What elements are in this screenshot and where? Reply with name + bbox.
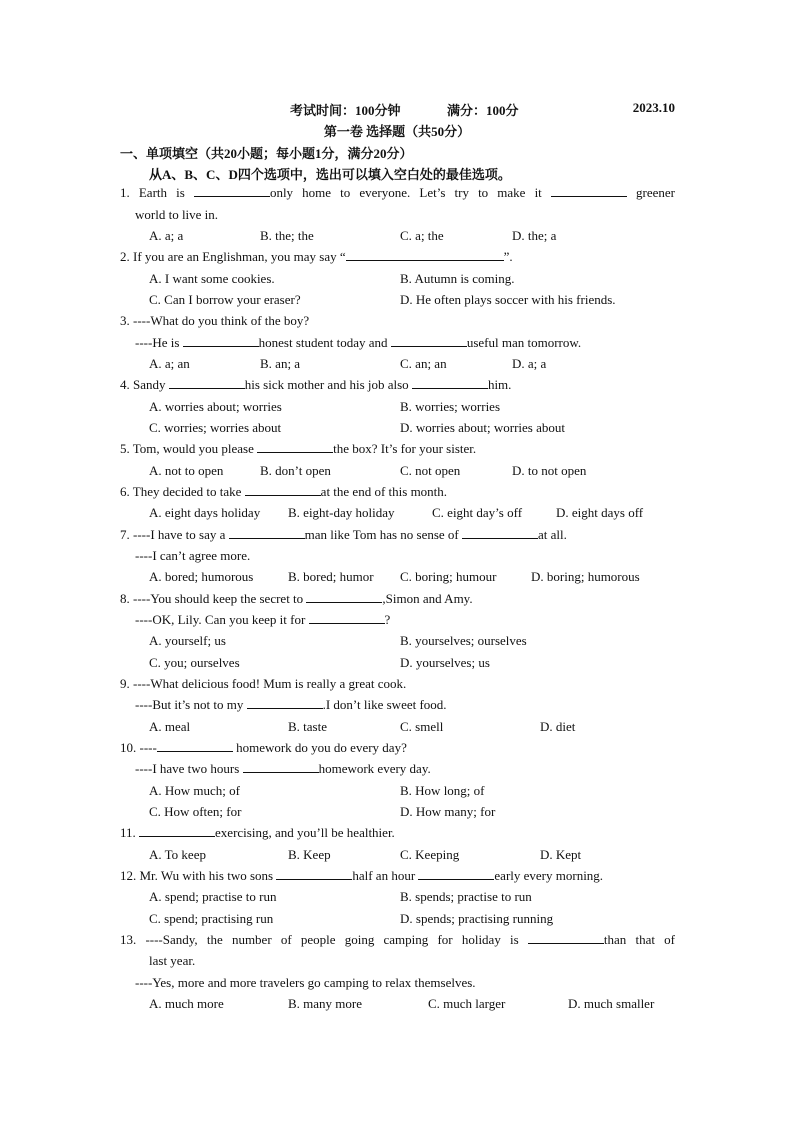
option-d: D. yourselves; us xyxy=(400,655,490,670)
option-b: B. How long; of xyxy=(400,783,485,798)
option-a: A. meal xyxy=(149,719,191,734)
question-10-reply: ----I have two hours homework every day. xyxy=(135,761,431,776)
question-10: 10. ---- homework do you do every day? xyxy=(120,740,407,755)
option-b: B. eight-day holiday xyxy=(288,505,395,520)
option-a: A. yourself; us xyxy=(149,633,226,648)
section-title: 一、单项填空（共20小题；每小题1分，满分20分） xyxy=(120,146,413,161)
option-d: D. How many; for xyxy=(400,804,496,819)
option-d: D. diet xyxy=(540,719,576,734)
option-d: D. He often plays soccer with his friends. xyxy=(400,292,616,307)
answer-blank xyxy=(139,824,215,837)
option-d: D. spends; practising running xyxy=(400,911,554,926)
option-a: A. a; a xyxy=(149,228,184,243)
answer-blank xyxy=(276,867,352,880)
exam-header xyxy=(120,100,675,118)
answer-blank xyxy=(243,760,319,773)
option-a: A. How much; of xyxy=(149,783,240,798)
answer-blank xyxy=(169,376,245,389)
answer-blank xyxy=(346,248,504,261)
question-1-cont: world to live in. xyxy=(135,207,219,222)
exam-time: 考试时间：100分钟 xyxy=(290,103,401,118)
question-13-cont: last year. xyxy=(149,953,196,968)
answer-blank xyxy=(418,867,494,880)
question-3-reply: ----He is honest student today and useful man tomorrow. xyxy=(135,335,582,350)
option-d: D. much smaller xyxy=(568,996,655,1011)
option-a: A. To keep xyxy=(149,847,206,862)
question-4: 4. Sandy his sick mother and his job also him. xyxy=(120,377,512,392)
option-a: A. not to open xyxy=(149,463,224,478)
option-b: B. Keep xyxy=(288,847,331,862)
option-b: B. yourselves; ourselves xyxy=(400,633,527,648)
question-2: 2. If you are an Englishman, you may say “ ”. xyxy=(120,249,513,264)
option-b: B. spends; practise to run xyxy=(400,889,532,904)
option-b: B. the; the xyxy=(260,228,314,243)
option-c: C. you; ourselves xyxy=(149,655,240,670)
question-7-reply: ----I can’t agree more. xyxy=(135,548,251,563)
option-c: C. much larger xyxy=(428,996,506,1011)
volume-title: 第一卷 选择题（共50分） xyxy=(323,124,471,139)
option-a: A. bored; humorous xyxy=(149,569,254,584)
question-3: 3. ----What do you think of the boy? xyxy=(120,313,310,328)
option-b: B. taste xyxy=(288,719,327,734)
answer-blank xyxy=(462,526,538,539)
option-c: C. spend; practising run xyxy=(149,911,274,926)
answer-blank xyxy=(229,526,305,539)
question-9-reply: ----But it’s not to my .I don’t like sweet food. xyxy=(135,697,447,712)
option-c: C. smell xyxy=(400,719,444,734)
option-d: D. a; a xyxy=(512,356,547,371)
option-a: A. much more xyxy=(149,996,224,1011)
option-c: C. boring; humour xyxy=(400,569,497,584)
answer-blank xyxy=(412,376,488,389)
option-d: D. worries about; worries about xyxy=(400,420,565,435)
question-5: 5. Tom, would you please the box? It’s for your sister. xyxy=(120,441,477,456)
question-6: 6. They decided to take at the end of this month. xyxy=(120,484,448,499)
option-c: C. Keeping xyxy=(400,847,460,862)
option-b: B. an; a xyxy=(260,356,301,371)
option-a: A. spend; practise to run xyxy=(149,889,277,904)
option-d: D. eight days off xyxy=(556,505,644,520)
exam-date: 2023.10 xyxy=(632,100,675,115)
option-a: A. worries about; worries xyxy=(149,399,282,414)
answer-blank xyxy=(245,483,321,496)
option-c: C. not open xyxy=(400,463,461,478)
option-c: C. worries; worries about xyxy=(149,420,282,435)
option-a: A. a; an xyxy=(149,356,190,371)
option-c: C. an; an xyxy=(400,356,447,371)
option-d: D. Kept xyxy=(540,847,582,862)
answer-blank xyxy=(551,184,627,197)
answer-blank xyxy=(528,931,604,944)
option-c: C. Can I borrow your eraser? xyxy=(149,292,301,307)
option-d: D. to not open xyxy=(512,463,587,478)
option-b: B. Autumn is coming. xyxy=(400,271,515,286)
question-13-reply: ----Yes, more and more travelers go camping to relax themselves. xyxy=(135,975,476,990)
answer-blank xyxy=(309,611,385,624)
question-7: 7. ----I have to say a man like Tom has no sense of at all. xyxy=(120,527,567,542)
question-8-reply: ----OK, Lily. Can you keep it for ? xyxy=(135,612,391,627)
question-12: 12. Mr. Wu with his two sons half an hour early every morning. xyxy=(120,868,604,883)
answer-blank xyxy=(157,739,233,752)
option-d: D. the; a xyxy=(512,228,557,243)
question-9: 9. ----What delicious food! Mum is really a great cook. xyxy=(120,676,407,691)
exam-full-score: 满分：100分 xyxy=(447,103,519,118)
answer-blank xyxy=(306,590,382,603)
option-b: B. many more xyxy=(288,996,363,1011)
option-b: B. bored; humor xyxy=(288,569,374,584)
answer-blank xyxy=(391,334,467,347)
option-c: C. How often; for xyxy=(149,804,242,819)
section-instruction: 从A、B、C、D四个选项中，选出可以填入空白处的最佳选项。 xyxy=(149,167,511,182)
option-d: D. boring; humorous xyxy=(531,569,640,584)
option-b: B. don’t open xyxy=(260,463,331,478)
question-1: 1. Earth is only home to everyone. Let’s try to make it greener xyxy=(120,185,676,200)
option-c: C. eight day’s off xyxy=(432,505,523,520)
option-a: A. I want some cookies. xyxy=(149,271,275,286)
answer-blank xyxy=(247,696,323,709)
question-13: 13. ----Sandy, the number of people going camping for holiday is than that of xyxy=(120,932,675,947)
answer-blank xyxy=(257,440,333,453)
question-8: 8. ----You should keep the secret to ,Simon and Amy. xyxy=(120,591,473,606)
question-11: 11. exercising, and you’ll be healthier. xyxy=(120,825,395,840)
option-c: C. a; the xyxy=(400,228,444,243)
answer-blank xyxy=(183,334,259,347)
option-b: B. worries; worries xyxy=(400,399,501,414)
option-a: A. eight days holiday xyxy=(149,505,261,520)
answer-blank xyxy=(194,184,270,197)
